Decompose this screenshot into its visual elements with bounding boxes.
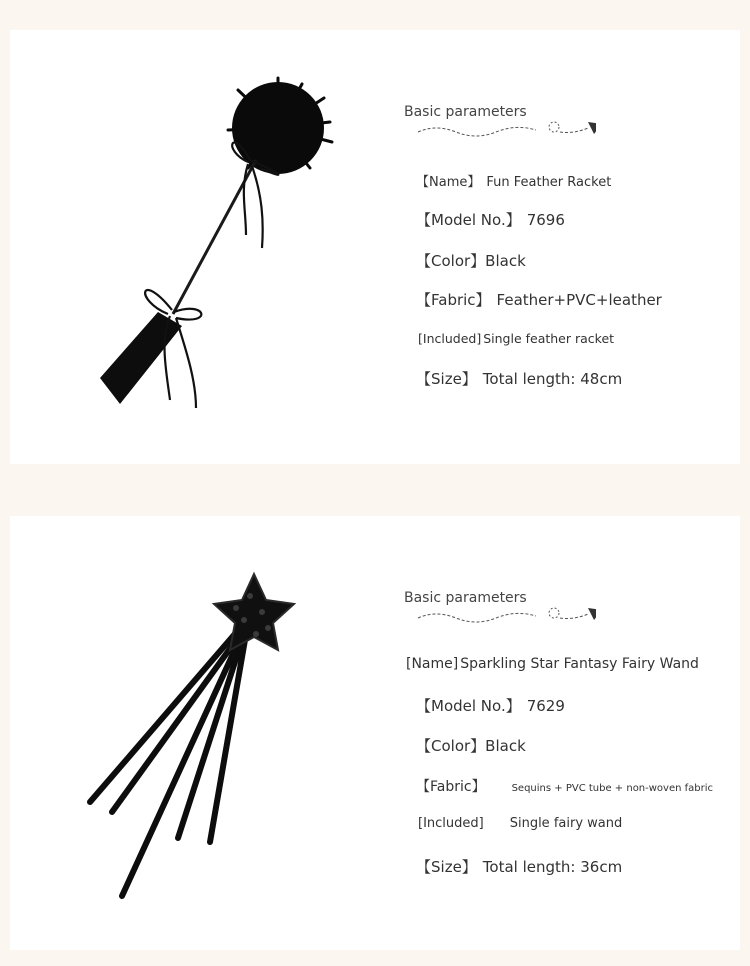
- param-row-name: [406, 656, 699, 672]
- section-title: Basic parameters: [404, 104, 527, 120]
- param-value: 7696: [526, 211, 565, 229]
- param-row-model: [416, 695, 565, 716]
- param-row-size: [416, 368, 622, 389]
- param-row-included: [418, 331, 614, 346]
- param-key: 【Fabric】: [416, 291, 491, 309]
- wavy-line-decoration-icon: [416, 118, 596, 142]
- param-value: 7629: [526, 697, 565, 715]
- param-key: 【Color】: [416, 252, 486, 270]
- product-card-feather-racket: [10, 30, 740, 464]
- param-key: 【Model No.】: [416, 211, 521, 229]
- param-value: Single feather racket: [483, 331, 615, 346]
- sequin-star: [214, 574, 294, 650]
- param-row-fabric: [416, 289, 662, 310]
- param-value: Feather+PVC+leather: [496, 291, 662, 309]
- param-row-color: [416, 735, 526, 756]
- param-value: Single fairy wand: [509, 816, 623, 831]
- param-key: 【Size】: [416, 370, 477, 388]
- param-key: 【Model No.】: [416, 697, 521, 715]
- param-value: Sparkling Star Fantasy Fairy Wand: [460, 656, 699, 672]
- wand-streamers: [90, 628, 246, 896]
- param-row-name: [416, 171, 611, 190]
- wavy-line-decoration-icon: [416, 604, 596, 628]
- param-key: [Name]: [406, 656, 459, 672]
- param-row-color: [416, 250, 526, 271]
- param-row-model: [416, 209, 565, 230]
- product-card-star-wand: [10, 516, 740, 950]
- param-key: [Included]: [418, 816, 484, 831]
- param-row-size: [416, 856, 622, 877]
- feather-racket-image: [10, 30, 390, 464]
- param-value: Black: [485, 252, 526, 270]
- param-key: 【Name】: [416, 175, 481, 190]
- param-key: 【Size】: [416, 858, 477, 876]
- param-value: Total length: 48cm: [482, 370, 623, 388]
- star-wand-image: [10, 516, 390, 950]
- param-value: Fun Feather Racket: [486, 175, 612, 190]
- param-key: [Included]: [418, 331, 482, 346]
- section-title: Basic parameters: [404, 590, 527, 606]
- param-value: Black: [485, 737, 526, 755]
- param-key: 【Color】: [416, 737, 486, 755]
- param-value: Total length: 36cm: [482, 858, 623, 876]
- param-key: 【Fabric】: [416, 779, 486, 795]
- param-row-fabric: [416, 776, 713, 796]
- param-row-included: [418, 816, 622, 831]
- param-value: Sequins + PVC tube + non-woven fabric: [511, 783, 714, 794]
